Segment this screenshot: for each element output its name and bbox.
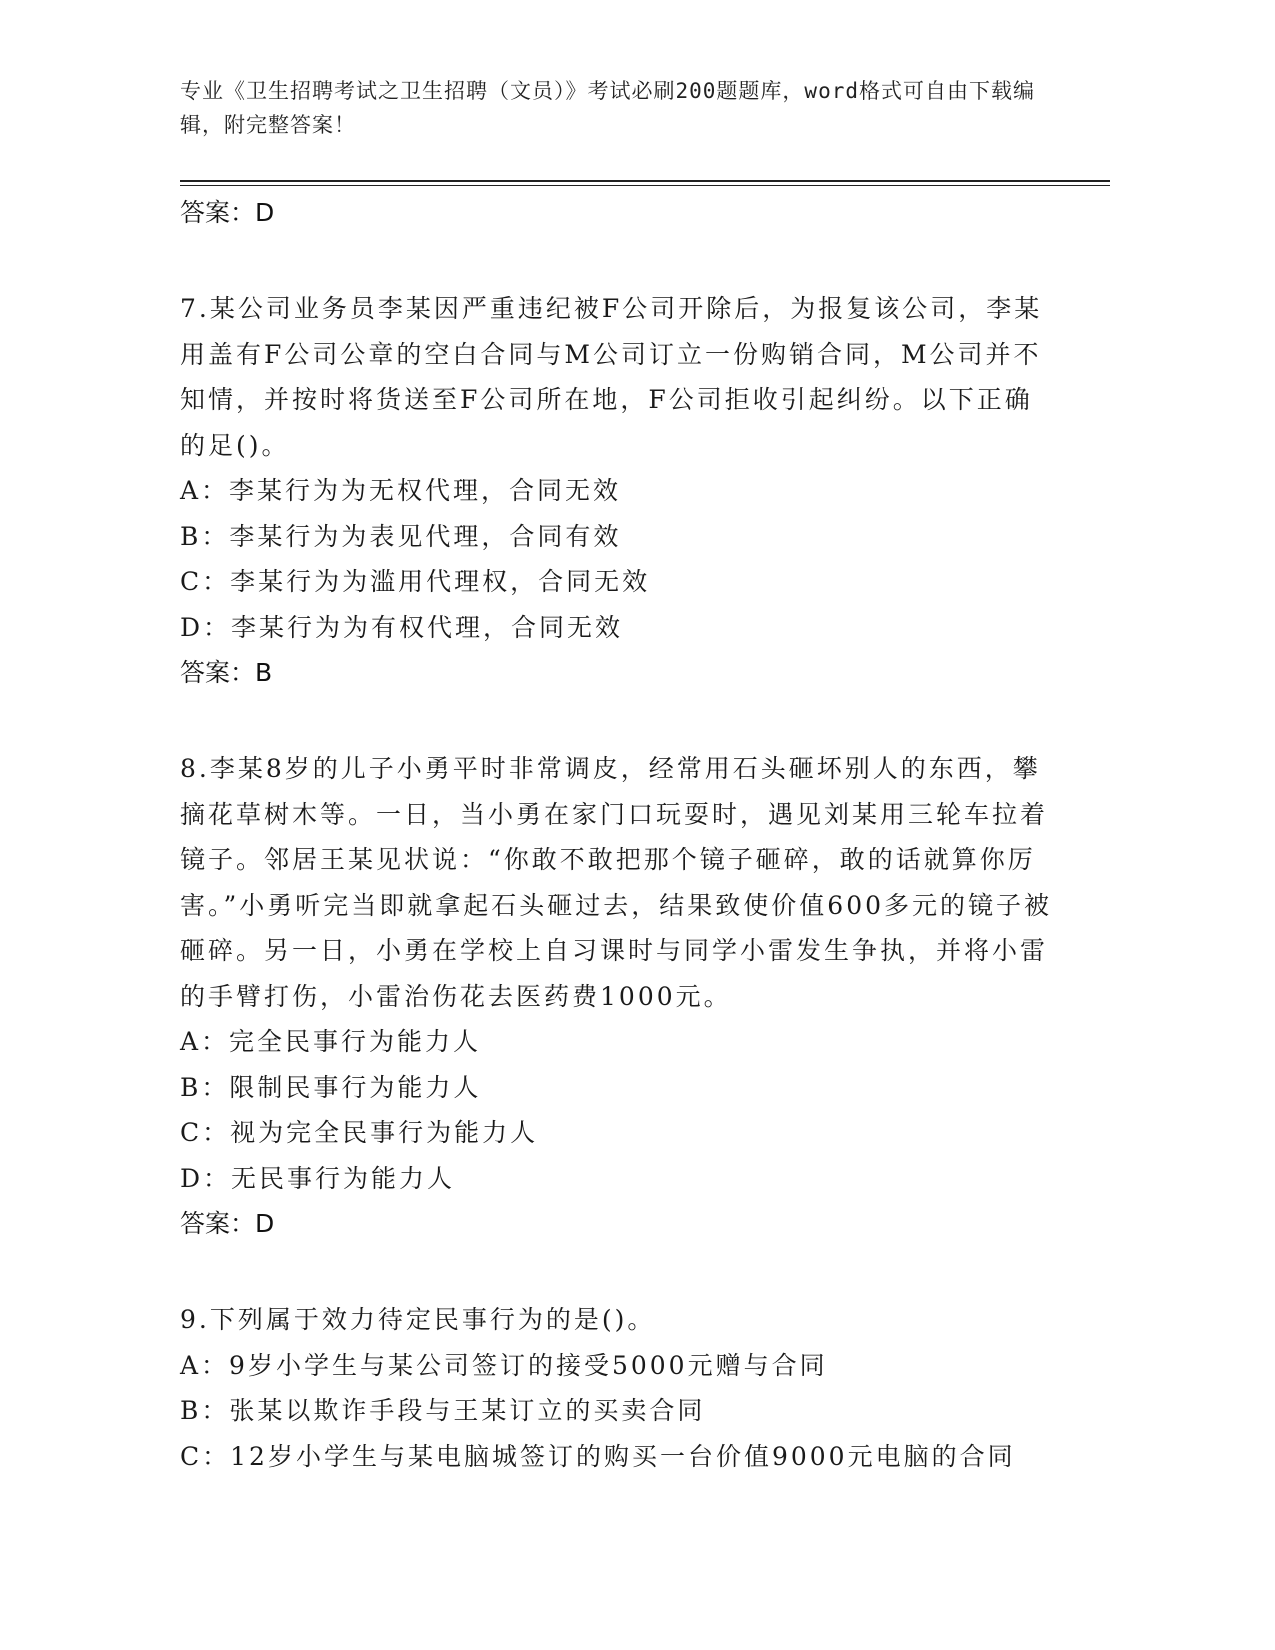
option-c: C：视为完全民事行为能力人 [180,1118,539,1147]
option-a: A：完全民事行为能力人 [180,1027,482,1056]
answer: 答案：B [180,658,273,687]
question-9 [180,1297,1060,1479]
option-b: B：李某行为为表见代理，合同有效 [180,521,622,551]
question-stem: 8.李某8岁的儿子小勇平时非常调皮，经常用石头砸坏别人的东西，攀摘花草树木等。一日，当小勇在家门口玩耍时，遇见刘某用三轮车拉着镜子。邻居王某见状说：“你敢不敢把那个镜子砸碎，敢的话就算你厉害。”小勇听完当即就拿起石头砸过去，结果致使价值600多元的镜子被砸碎。另一日，小勇在学校上自习课时与同学小雷发生争执，并将小雷的手臂打伤，小雷治伤花去医药费1000元。 [180,754,1053,1011]
question-7 [180,286,1060,696]
option-c: C：李某行为为滥用代理权，合同无效 [180,567,651,596]
option-d: D：无民事行为能力人 [180,1163,456,1193]
option-c: C：12岁小学生与某电脑城签订的购买一台价值9000元电脑的合同 [180,1441,1016,1471]
question-stem: 7.某公司业务员李某因严重违纪被F公司开除后，为报复该公司，李某用盖有F公司公章的空白合同与M公司订立一份购销合同，M公司并不知情，并按时将货送至F公司所在地，F公司拒收引起纠纷。以下正确的足()。 [180,294,1043,460]
question-stem: 9.下列属于效力待定民事行为的是()。 [180,1305,656,1334]
option-a: A：9岁小学生与某公司签订的接受5000元赠与合同 [180,1350,828,1380]
question-8 [180,746,1060,1247]
option-b: B：张某以欺诈手段与王某订立的买卖合同 [180,1396,706,1425]
header-divider-thick [180,180,1110,182]
spacer [180,236,1060,286]
document-header: 专业《卫生招聘考试之卫生招聘（文员）》考试必刷200题题库，word格式可自由下载编辑，附完整答案！ [180,79,1035,137]
spacer [180,1247,1060,1297]
document-body [180,190,1060,1479]
option-a: A：李某行为为无权代理，合同无效 [180,476,622,505]
header-divider-thin [180,185,1110,186]
answer: 答案：D [180,1209,275,1238]
option-d: D：李某行为为有权代理，合同无效 [180,612,624,642]
option-b: B：限制民事行为能力人 [180,1072,482,1102]
answer-previous: 答案：D [180,198,275,227]
spacer [180,696,1060,746]
